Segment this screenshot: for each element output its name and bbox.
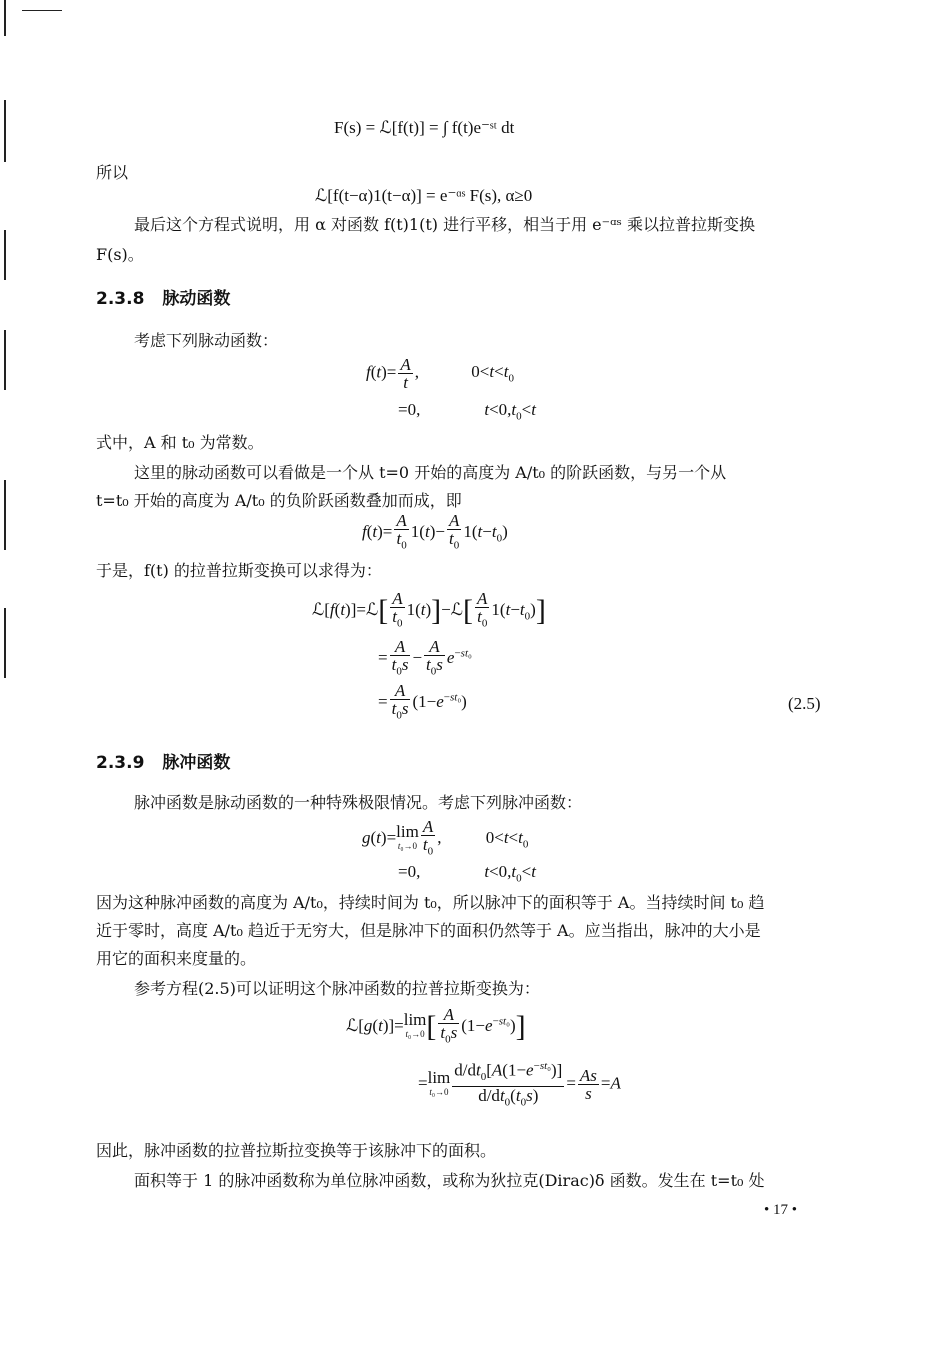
equation-pulse-sum: f(t)= $\frac{A}{t_0}$ 1(t)− $\frac{A}{t_0}$ $1(t-t_0)$ xyxy=(362,511,508,552)
paragraph-impulse-line1: 因为这种脉冲函数的高度为 A/t₀，持续时间为 t₀，所以脉冲下的面积等于 A。当持续时间 t₀ 趋 xyxy=(96,893,765,912)
equation-impulse-laplace-1: ℒ[g(t)]=lim t₀→0 [ $\frac{A}{t_0s}$ $(1-e^{-st_0})$] xyxy=(346,1005,526,1046)
equation-pulse-laplace-2: = $\frac{A}{t_0s}$ − $\frac{A}{t_0s}$ $e^{-st_0}$ xyxy=(378,637,472,678)
equation-pulse-laplace-3: = $\frac{A}{t_0s}$ $(1-e^{-st_0})$ xyxy=(378,681,467,722)
paragraph-laplace-intro: 于是，f(t) 的拉普拉斯变换可以求得为： xyxy=(96,561,382,580)
equation-impulse-def-2: =0, $t<0,t_0<t$ xyxy=(398,862,536,885)
paragraph-constants: 式中，A 和 t₀ 为常数。 xyxy=(96,433,264,452)
equation-number: (2.5) xyxy=(788,694,821,713)
paragraph-shift-line2: F(s)。 xyxy=(96,245,144,264)
paragraph-reference: 参考方程(2.5)可以证明这个脉冲函数的拉普拉斯变换为： xyxy=(134,979,540,998)
section-number: 2.3.8 xyxy=(96,289,145,309)
equation-pulse-def-1: f(t)= $\frac{A}{t}$ , $0<t<t_0$ xyxy=(366,355,514,392)
section-heading-pulse xyxy=(96,284,230,309)
text-suoyi: 所以 xyxy=(96,163,129,182)
scan-edge-mark xyxy=(4,0,6,36)
scan-edge-mark xyxy=(4,330,6,390)
equation-shift-theorem: ℒ[f(t−α)1(t−α)] = e⁻ᵅˢ F(s), α≥0 xyxy=(315,186,533,205)
scan-edge-mark xyxy=(4,230,6,280)
scan-edge-mark xyxy=(4,608,6,678)
paragraph-pulse-line1: 这里的脉动函数可以看做是一个从 t=0 开始的高度为 A/t₀ 的阶跃函数，与另一个从 xyxy=(134,463,727,482)
section-heading-impulse xyxy=(96,748,230,773)
equation-laplace-definition: F(s) = ℒ[f(t)] = ∫ f(t)e⁻ˢᵗ dt xyxy=(334,118,515,137)
scan-edge-mark xyxy=(4,100,6,162)
paragraph-impulse-line2: 近于零时，高度 A/t₀ 趋近于无穷大，但是脉冲下的面积仍然等于 A。应当指出，脉冲的大小是 xyxy=(96,921,761,940)
equation-pulse-def-2: =0, $t<0,t_0<t$ xyxy=(398,400,536,423)
paragraph-impulse-intro: 脉冲函数是脉动函数的一种特殊极限情况。考虑下列脉冲函数： xyxy=(134,793,583,812)
paragraph-shift-line1: 最后这个方程式说明，用 α 对函数 f(t)1(t) 进行平移，相当于用 e⁻ᵅˢ 乘以拉普拉斯变换 xyxy=(134,215,755,234)
paragraph-impulse-line3: 用它的面积来度量的。 xyxy=(96,949,257,968)
paragraph-pulse-intro: 考虑下列脉动函数： xyxy=(134,331,279,350)
equation-impulse-laplace-2: =lim t₀→0 $\frac{d/dt_0[A(1-e^{-st_0})]}{d/dt_0(t_0s)}$ = $\frac{As}{s}$ =A xyxy=(418,1060,621,1109)
page-number: • 17 • xyxy=(764,1202,798,1218)
scan-top-line xyxy=(22,10,62,11)
scan-edge-mark xyxy=(4,480,6,550)
paragraph-dirac: 面积等于 1 的脉冲函数称为单位脉冲函数，或称为狄拉克(Dirac)δ 函数。发生在 t=t₀ 处 xyxy=(134,1171,765,1190)
paragraph-pulse-line2: t=t₀ 开始的高度为 A/t₀ 的负阶跃函数叠加而成，即 xyxy=(96,491,462,510)
section-title: 脉动函数 xyxy=(162,289,231,309)
equation-pulse-laplace-1: ℒ[f(t)]=ℒ[ $\frac{A}{t_0}$ 1(t)]−ℒ[ $\frac{A}{t_0}$ $1(t-t_0)$] xyxy=(312,589,546,630)
paragraph-result: 因此，脉冲函数的拉普拉斯拉变换等于该脉冲下的面积。 xyxy=(96,1141,497,1160)
equation-impulse-def-1: g(t)=lim t₀→0 $\frac{A}{t_0}$ , $0<t<t_0$ xyxy=(362,817,529,858)
section-number: 2.3.9 xyxy=(96,753,145,773)
section-title: 脉冲函数 xyxy=(162,753,231,773)
